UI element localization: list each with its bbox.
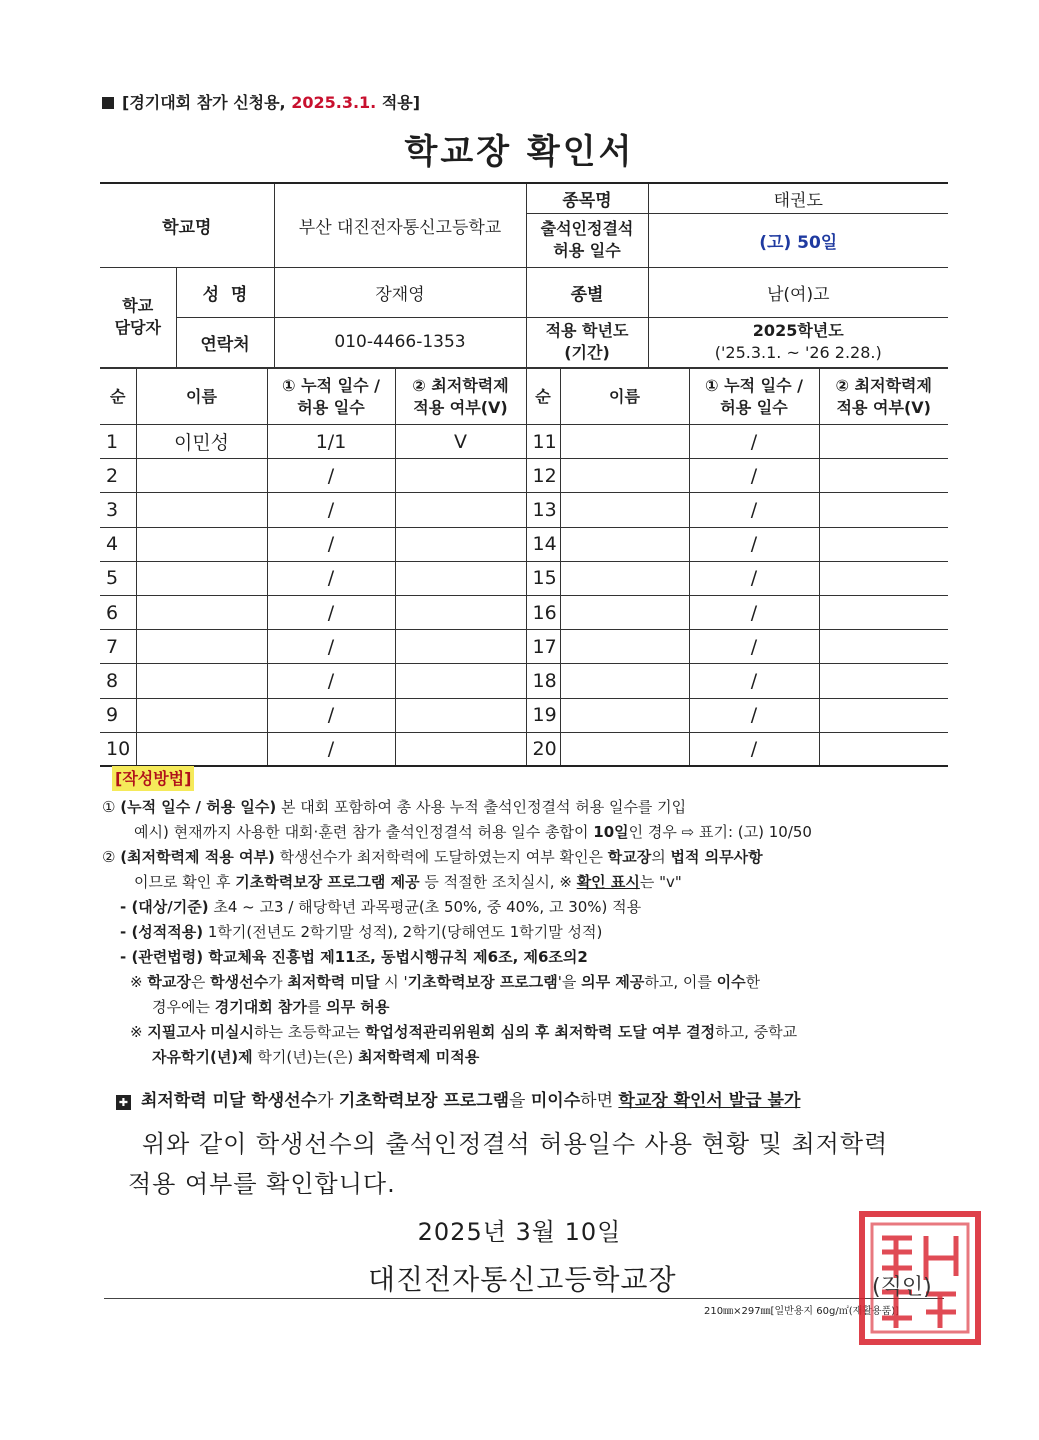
- year-value-line1: 2025학년도: [752, 321, 844, 340]
- item2-marker: ②: [102, 848, 116, 866]
- document-title: 학교장 확인서: [404, 132, 635, 172]
- row-number-left: 10: [100, 732, 136, 766]
- min-grade-check-left: [395, 698, 526, 732]
- event-label: 종목명: [526, 183, 648, 213]
- student-name-left: [136, 732, 267, 766]
- table-row: [100, 664, 948, 698]
- form-usage-header: [102, 90, 420, 113]
- note1-l2-d: 의무 허용: [326, 998, 390, 1016]
- row-number-left: 9: [100, 698, 136, 732]
- row-number-left: 4: [100, 527, 136, 561]
- student-name-left: [136, 527, 267, 561]
- instruction-note-2: [102, 1020, 952, 1045]
- final-a: 최저학력 미달 학생선수: [141, 1091, 318, 1111]
- item2-bold: (최저학력제 적용 여부): [120, 848, 275, 866]
- col-name-right: 이름: [560, 369, 689, 425]
- final-e: 미이수: [530, 1091, 581, 1111]
- note2-d: 학업성적관리위원회 심의 후 최저학력 도달 여부 결정: [364, 1023, 716, 1041]
- year-label-line2: (기간): [564, 343, 610, 362]
- apply-year-value: [648, 317, 948, 367]
- student-name-left: [136, 630, 267, 664]
- min-grade-check-right: [819, 561, 948, 595]
- sub3-text: 학교체육 진흥법 제11조, 동법시행규칙 제6조, 제6조의2: [203, 948, 588, 966]
- table-row: [100, 493, 948, 527]
- col-days-right-line1: ① 누적 일수 /: [705, 375, 803, 395]
- absence-label-line2: 허용 일수: [553, 241, 621, 260]
- student-name-right: [560, 698, 689, 732]
- col-days-left-line2: 허용 일수: [297, 397, 365, 417]
- student-name-right: [560, 527, 689, 561]
- note1-m: 한: [745, 973, 761, 991]
- sub1-text: 초4 ~ 고3 / 해당학년 과목평균(초 50%, 중 40%, 고 30%) 적용: [208, 898, 642, 916]
- item2-text-c: 의: [651, 848, 671, 866]
- item1-text: 본 대회 포함하여 총 사용 누적 출석인정결석 허용 일수를 기입: [276, 798, 687, 816]
- item2-text-a: 학생선수가 최저학력에 도달하였는지 여부 확인은: [274, 848, 608, 866]
- final-b: 가: [317, 1091, 339, 1111]
- final-d: 을: [509, 1091, 531, 1111]
- note1-i: '을: [557, 973, 582, 991]
- min-grade-check-left: [395, 595, 526, 629]
- sub1-bold: - (대상/기준): [120, 898, 209, 916]
- manager-label: [100, 267, 176, 367]
- row-number-left: 8: [100, 664, 136, 698]
- instruction-item-2: [102, 845, 952, 870]
- min-grade-check-left: [395, 630, 526, 664]
- note1-f: 최저학력 미달: [287, 973, 380, 991]
- col-check-left-line1: ② 최저학력제: [412, 375, 509, 395]
- note2-l2-b: 학기(년)는(은): [252, 1048, 359, 1066]
- note2-c: 하는 초등학교는: [254, 1023, 365, 1041]
- manager-label-line1: 학교: [122, 296, 154, 315]
- absence-days-right: /: [689, 698, 819, 732]
- student-name-right: [560, 664, 689, 698]
- absence-days-right: /: [689, 493, 819, 527]
- col-no-right: 순: [526, 369, 560, 425]
- sub3-bold: - (관련법령): [120, 948, 204, 966]
- min-grade-check-right: [819, 732, 948, 766]
- absence-days-right: /: [689, 630, 819, 664]
- contact-label: 연락처: [176, 317, 274, 367]
- category-value: 남(여)고: [648, 267, 948, 317]
- instruction-item-1-example: [102, 820, 952, 845]
- row-number-right: 11: [526, 425, 560, 459]
- final-g: 학교장 확인서 발급 불가: [618, 1091, 801, 1111]
- note1-b: 학교장: [147, 973, 191, 991]
- table-row: [100, 595, 948, 629]
- student-name-right: [560, 459, 689, 493]
- item1-bold: (누적 일수 / 허용 일수): [120, 798, 277, 816]
- event-value: 태권도: [648, 183, 948, 213]
- absence-days-value: (고) 50일: [648, 213, 948, 267]
- absence-days-left: /: [267, 493, 395, 527]
- note1-l2-b: 경기대회 참가: [214, 998, 307, 1016]
- instruction-note-1-line2: [102, 995, 952, 1020]
- school-name-value: 부산 대진전자통신고등학교: [274, 183, 526, 267]
- confirmation-statement: [128, 1124, 948, 1204]
- absence-days-left: /: [267, 630, 395, 664]
- min-grade-check-left: [395, 459, 526, 493]
- min-grade-check-right: [819, 595, 948, 629]
- row-number-right: 14: [526, 527, 560, 561]
- note1-a: ※: [130, 973, 148, 991]
- student-name-right: [560, 561, 689, 595]
- manager-name-value: 장재영: [274, 267, 526, 317]
- seal-mark: (직인): [872, 1275, 932, 1300]
- row-number-right: 12: [526, 459, 560, 493]
- col-name-left: 이름: [136, 369, 267, 425]
- absence-days-right: /: [689, 595, 819, 629]
- item1-marker: ①: [102, 798, 116, 816]
- note1-k: 하고, 이를: [644, 973, 717, 991]
- absence-days-label: [526, 213, 648, 267]
- note2-l2-c: 최저학력제 미적용: [358, 1048, 480, 1066]
- black-square-icon: [102, 97, 114, 109]
- item2-l2-e: 는 "v": [639, 873, 682, 891]
- min-grade-check-left: [395, 493, 526, 527]
- absence-days-left: /: [267, 527, 395, 561]
- boxed-cross-icon: ✚: [116, 1095, 131, 1110]
- student-name-left: [136, 698, 267, 732]
- student-name-left: [136, 595, 267, 629]
- note1-l: 이수: [716, 973, 746, 991]
- absence-days-left: 1/1: [267, 425, 395, 459]
- issue-date: 2025년 3월 10일: [417, 1218, 622, 1246]
- roster-header-row: [100, 369, 948, 425]
- col-check-left: [395, 369, 526, 425]
- absence-days-left: /: [267, 595, 395, 629]
- row-number-right: 19: [526, 698, 560, 732]
- row-number-right: 17: [526, 630, 560, 664]
- absence-days-left: /: [267, 698, 395, 732]
- absence-days-right: /: [689, 561, 819, 595]
- year-value-line2: ('25.3.1. ~ '26 2.28.): [714, 343, 882, 362]
- item1-example-b: 10일: [593, 823, 629, 841]
- instruction-item-2-line2: [102, 870, 952, 895]
- min-grade-check-left: V: [395, 425, 526, 459]
- item2-l2-a: 이므로 확인 후: [134, 873, 236, 891]
- row-number-left: 2: [100, 459, 136, 493]
- statement-line1: 위와 같이 학생선수의 출석인정결석 허용일수 사용 현황 및 최저학력: [142, 1130, 889, 1158]
- student-name-left: [136, 664, 267, 698]
- absence-days-right: /: [689, 732, 819, 766]
- min-grade-check-right: [819, 664, 948, 698]
- school-info-table: [100, 182, 948, 368]
- min-grade-check-right: [819, 425, 948, 459]
- min-grade-check-right: [819, 630, 948, 664]
- col-days-right: [689, 369, 819, 425]
- item2-bold-b: 학교장: [607, 848, 652, 866]
- absence-days-right: /: [689, 527, 819, 561]
- note1-e: 가: [268, 973, 288, 991]
- contact-value: 010-4466-1353: [274, 317, 526, 367]
- note1-c: 은: [190, 973, 211, 991]
- col-check-right-line1: ② 최저학력제: [835, 375, 932, 395]
- student-name-right: [560, 732, 689, 766]
- note2-b: 지필고사 미실시: [147, 1023, 254, 1041]
- absence-days-left: /: [267, 459, 395, 493]
- note1-h: 기초학력보장 프로그램: [407, 973, 558, 991]
- row-number-left: 3: [100, 493, 136, 527]
- note1-g: 시 ': [379, 973, 408, 991]
- min-grade-check-right: [819, 459, 948, 493]
- instruction-sub-target: [102, 895, 952, 920]
- student-name-right: [560, 630, 689, 664]
- instruction-sub-law: [102, 945, 952, 970]
- table-row: [100, 459, 948, 493]
- instructions-section: [102, 766, 952, 1070]
- table-row: [100, 425, 948, 459]
- manager-label-line2: 담당자: [114, 318, 161, 337]
- final-f: 하면: [580, 1091, 619, 1111]
- min-grade-check-left: [395, 561, 526, 595]
- category-label: 종별: [526, 267, 648, 317]
- note1-l2-a: 경우에는: [152, 998, 215, 1016]
- principal-title: 대진전자통신고등학교장: [368, 1263, 677, 1296]
- instruction-sub-grades: [102, 920, 952, 945]
- absence-days-left: /: [267, 561, 395, 595]
- note2-e: 하고, 중학교: [715, 1023, 798, 1041]
- absence-days-left: /: [267, 732, 395, 766]
- col-days-left-line1: ① 누적 일수 /: [282, 375, 380, 395]
- manager-name-label: 성 명: [176, 267, 274, 317]
- col-days-left: [267, 369, 395, 425]
- table-row: [100, 527, 948, 561]
- item2-l2-b: 기초학력보장 프로그램 제공: [235, 873, 420, 891]
- col-no-left: 순: [100, 369, 136, 425]
- year-label-line1: 적용 학년도: [545, 321, 629, 340]
- col-check-right: [819, 369, 948, 425]
- student-name-left: [136, 459, 267, 493]
- sub2-text: 1학기(전년도 2학기말 성적), 2학기(당해연도 1학기말 성적): [203, 923, 603, 941]
- student-name-left: 이민성: [136, 425, 267, 459]
- footer-divider: [104, 1298, 944, 1299]
- min-grade-check-left: [395, 664, 526, 698]
- student-name-left: [136, 561, 267, 595]
- absence-label-line1: 출석인정결석: [540, 219, 634, 238]
- row-number-right: 18: [526, 664, 560, 698]
- row-number-left: 7: [100, 630, 136, 664]
- row-number-left: 6: [100, 595, 136, 629]
- absence-days-right: /: [689, 664, 819, 698]
- sub2-bold: - (성적적용): [120, 923, 204, 941]
- item1-example-a: 예시) 현재까지 사용한 대회·훈련 참가 출석인정결석 허용 일수 총합이: [134, 823, 594, 841]
- row-number-right: 13: [526, 493, 560, 527]
- min-grade-check-left: [395, 527, 526, 561]
- row-number-left: 5: [100, 561, 136, 595]
- note1-l2-c: 를: [306, 998, 327, 1016]
- col-check-right-line2: 적용 여부(V): [836, 397, 931, 417]
- row-number-right: 20: [526, 732, 560, 766]
- issuance-warning: [116, 1086, 946, 1111]
- student-name-right: [560, 493, 689, 527]
- header-date: 2025.3.1.: [291, 93, 377, 112]
- table-row: [100, 561, 948, 595]
- instruction-item-1: [102, 795, 952, 820]
- note1-j: 의무 제공: [581, 973, 645, 991]
- student-name-left: [136, 493, 267, 527]
- table-row: [100, 732, 948, 766]
- col-days-right-line2: 허용 일수: [720, 397, 788, 417]
- header-prefix: [경기대회 참가 신청용,: [122, 93, 292, 112]
- table-row: [100, 630, 948, 664]
- statement-line2: 적용 여부를 확인합니다.: [128, 1170, 396, 1198]
- apply-year-label: [526, 317, 648, 367]
- absence-days-left: /: [267, 664, 395, 698]
- note2-l2-a: 자유학기(년)제: [152, 1048, 253, 1066]
- instruction-note-1: [102, 970, 952, 995]
- row-number-left: 1: [100, 425, 136, 459]
- instruction-note-2-line2: [102, 1045, 952, 1070]
- student-roster-table: [100, 368, 948, 767]
- header-suffix: 적용]: [376, 93, 421, 112]
- absence-days-right: /: [689, 459, 819, 493]
- min-grade-check-right: [819, 527, 948, 561]
- item2-l2-c: 등 적절한 조치실시, ※: [419, 873, 577, 891]
- student-name-right: [560, 595, 689, 629]
- school-name-label: 학교명: [100, 183, 274, 267]
- col-check-left-line2: 적용 여부(V): [413, 397, 508, 417]
- min-grade-check-right: [819, 493, 948, 527]
- row-number-right: 15: [526, 561, 560, 595]
- row-number-right: 16: [526, 595, 560, 629]
- student-name-right: [560, 425, 689, 459]
- note1-d: 학생선수: [210, 973, 269, 991]
- min-grade-check-right: [819, 698, 948, 732]
- item1-example-c: 인 경우 ⇨ 표기: (고) 10/50: [628, 823, 812, 841]
- item2-bold-d: 법적 의무사항: [670, 848, 763, 866]
- note2-a: ※: [130, 1023, 148, 1041]
- item2-l2-d: 확인 표시: [576, 873, 640, 891]
- paper-spec: 210㎜×297㎜[일반용지 60g/㎡(재활용품)]: [704, 1306, 900, 1317]
- absence-days-right: /: [689, 425, 819, 459]
- min-grade-check-left: [395, 732, 526, 766]
- final-c: 기초학력보장 프로그램: [338, 1091, 510, 1111]
- instructions-title: [작성방법]: [112, 766, 194, 791]
- table-row: [100, 698, 948, 732]
